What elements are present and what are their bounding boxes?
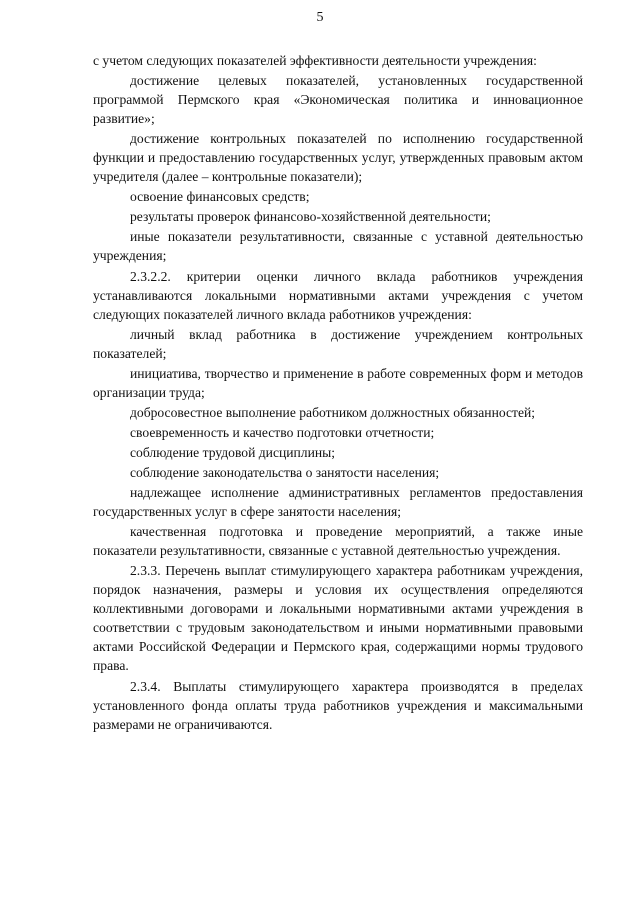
paragraph: качественная подготовка и проведение мероприятий, а также иные показатели результативности, связанные с уставной деятельностью учреждения.: [93, 524, 583, 559]
paragraph: добросовестное выполнение работником должностных обязанностей;: [130, 404, 536, 420]
paragraph: результаты проверок финансово-хозяйственной деятельности;: [130, 209, 491, 225]
page-number: 5: [316, 10, 324, 25]
paragraph: соблюдение законодательства о занятости населения;: [130, 465, 440, 481]
paragraph: своевременность и качество подготовки отчетности;: [130, 424, 435, 440]
paragraph: соблюдение трудовой дисциплины;: [130, 445, 336, 461]
paragraph: достижение контрольных показателей по исполнению государственной функции и предоставлению государственных услуг, утвержденных правовым актом учредителя (далее – контрольные показатели);: [93, 131, 583, 185]
paragraph: достижение целевых показателей, установленных государственной программой Пермского края «Экономическая политика и инновационное развитие»;: [93, 73, 583, 127]
paragraph: освоение финансовых средств;: [130, 189, 310, 205]
paragraph: иные показатели результативности, связанные с уставной деятельностью учреждения;: [93, 229, 583, 264]
paragraph: 2.3.4. Выплаты стимулирующего характера производятся в пределах установленного фонда оплаты труда работников учреждения и максимальными размерами не ограничиваются.: [93, 678, 583, 732]
paragraph: инициатива, творчество и применение в работе современных форм и методов организации труда;: [93, 365, 583, 400]
paragraph: надлежащее исполнение административных регламентов предоставления государственных услуг в сфере занятости населения;: [93, 485, 583, 520]
paragraph: 2.3.2.2. критерии оценки личного вклада работников учреждения устанавливаются локальными нормативными актами учреждения с учетом следующих показателей личного вклада работников учреждения:: [93, 268, 583, 322]
paragraph: с учетом следующих показателей эффективности деятельности учреждения:: [93, 53, 537, 68]
document-body: [93, 51, 583, 735]
paragraph: 2.3.3. Перечень выплат стимулирующего характера работникам учреждения, порядок назначения, размеры и условия их осуществления определяются коллективными договорами и локальными нормативными актами учреждения в соответствии с трудовым законодательством и иными нормативными правовыми актами Российской Федерации и Пермского края, содержащими нормы трудового права.: [93, 563, 583, 674]
paragraph: личный вклад работника в достижение учреждением контрольных показателей;: [93, 326, 583, 361]
